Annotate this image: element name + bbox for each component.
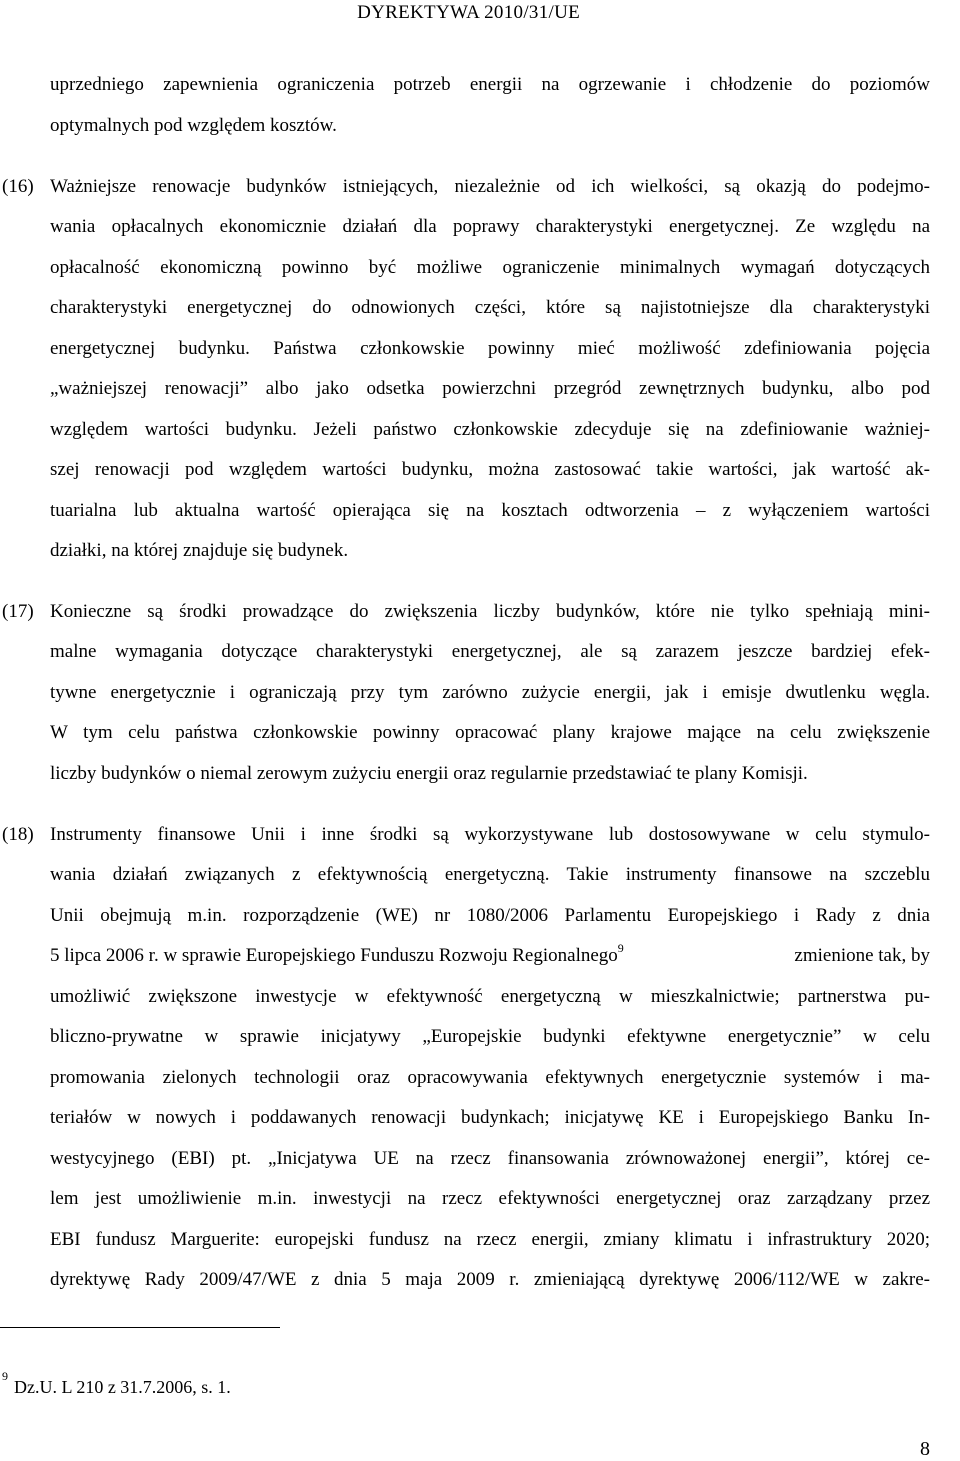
- footnote: [2, 1369, 231, 1398]
- p18-line-11: EBI fundusz Marguerite: europejski fundusz na rzecz energii, zmiany klimatu i infrastruktury 2020;: [50, 1229, 930, 1250]
- p17-line-5: liczby budynków o niemal zerowym zużyciu energii oraz regularnie przedstawiać te plany Komisji.: [50, 763, 808, 784]
- p18-line-2: wania działań związanych z efektywnością energetyczną. Takie instrumenty finansowe na szczeblu: [50, 864, 930, 885]
- page-number: 8: [920, 1438, 930, 1460]
- footnote-reference[interactable]: 9: [617, 941, 624, 955]
- p17-line-3: tywne energetycznie i ograniczają przy tym zarówno zużycie energii, jak i emisje dwutlenku węgla.: [50, 682, 930, 703]
- p16-line-4: charakterystyki energetycznej do odnowionych części, które są najistotniejsze dla charakterystyki: [50, 297, 930, 318]
- p16-line-10: działki, na której znajduje się budynek.: [50, 540, 349, 561]
- p18-line-4-tail: zmienione tak, by: [789, 945, 930, 966]
- p18-line-5: umożliwić zwiększone inwestycje w efektywność energetyczną w mieszkalnictwie; partnerstwa pu-: [50, 986, 930, 1007]
- p18-line-8: teriałów w nowych i poddawanych renowacji budynkach; inicjatywę KE i Europejskiego Banku In-: [50, 1107, 930, 1128]
- p18-line-10: lem jest umożliwienie m.in. inwestycji na rzecz efektywności energetycznej oraz zarządzany przez: [50, 1188, 930, 1209]
- p17-line-4: W tym celu państwa członkowskie powinny opracować plany krajowe mające na celu zwiększenie: [50, 722, 930, 743]
- p16-line-6: „ważniejszej renowacji” albo jako odsetka powierzchni przegród zewnętrznych budynku, albo pod: [50, 378, 930, 399]
- p17-line-2: malne wymagania dotyczące charakterystyki energetycznej, ale są zarazem jeszcze bardziej efek-: [50, 641, 930, 662]
- p18-line-9: westycyjnego (EBI) pt. „Inicjatywa UE na rzecz finansowania zrównoważonej energii”, której ce-: [50, 1148, 930, 1169]
- p16-line-1: Ważniejsze renowacje budynków istniejących, niezależnie od ich wielkości, są okazją do podejmo-: [50, 176, 930, 197]
- p18-line-3: Unii obejmują m.in. rozporządzenie (WE) nr 1080/2006 Parlamentu Europejskiego i Rady z dnia: [50, 905, 930, 926]
- p18-line-4-text: 5 lipca 2006 r. w sprawie Europejskiego Funduszu Rozwoju Regionalnego$^9$: [50, 941, 624, 966]
- p16-line-5: energetycznej budynku. Państwa członkowskie powinny mieć możliwość zdefiniowania pojęcia: [50, 338, 930, 359]
- paragraph-number-17: (17): [2, 601, 34, 622]
- p18-line-1: Instrumenty finansowe Unii i inne środki są wykorzystywane lub dostosowywane w celu stymulo-: [50, 824, 930, 845]
- p16-line-2: wania opłacalnych ekonomicznie działań dla poprawy charakterystyki energetycznej. Ze względu na: [50, 216, 930, 237]
- p17-line-1: Konieczne są środki prowadzące do zwiększenia liczby budynków, które nie tylko spełniają mini-: [50, 601, 930, 622]
- p16-line-3: opłacalność ekonomiczną powinno być możliwe ograniczenie minimalnych wymagań dotyczących: [50, 257, 930, 278]
- paragraph-number-18: (18): [2, 824, 34, 845]
- p18-line-12: dyrektywę Rady 2009/47/WE z dnia 5 maja 2009 r. zmieniającą dyrektywę 2006/112/WE w zakre-: [50, 1269, 930, 1290]
- p18-line-7: promowania zielonych technologii oraz opracowywania efektywnych energetycznie systemów i ma-: [50, 1067, 930, 1088]
- footnote-mark: 9: [2, 1369, 8, 1383]
- p18-line-4: [50, 941, 930, 967]
- intro-line-2: optymalnych pod względem kosztów.: [50, 115, 337, 136]
- running-header: DYREKTYWA 2010/31/UE: [357, 2, 580, 23]
- p16-line-7: względem wartości budynku. Jeżeli państwo członkowskie zdecyduje się na zdefiniowanie ważniej-: [50, 419, 930, 440]
- paragraph-number-16: (16): [2, 176, 34, 197]
- intro-line-1: uprzedniego zapewnienia ograniczenia potrzeb energii na ogrzewanie i chłodzenie do poziomów: [50, 74, 930, 95]
- p16-line-9: tuarialna lub aktualna wartość opierająca się na kosztach odtworzenia – z wyłączeniem wartości: [50, 500, 930, 521]
- footnote-separator: [0, 1327, 280, 1328]
- p16-line-8: szej renowacji pod względem wartości budynku, można zastosować takie wartości, jak wartość ak-: [50, 459, 930, 480]
- footnote-text: Dz.U. L 210 z 31.7.2006, s. 1.: [14, 1377, 231, 1397]
- p18-line-6: bliczno-prywatne w sprawie inicjatywy „Europejskie budynki efektywne energetycznie” w celu: [50, 1026, 930, 1047]
